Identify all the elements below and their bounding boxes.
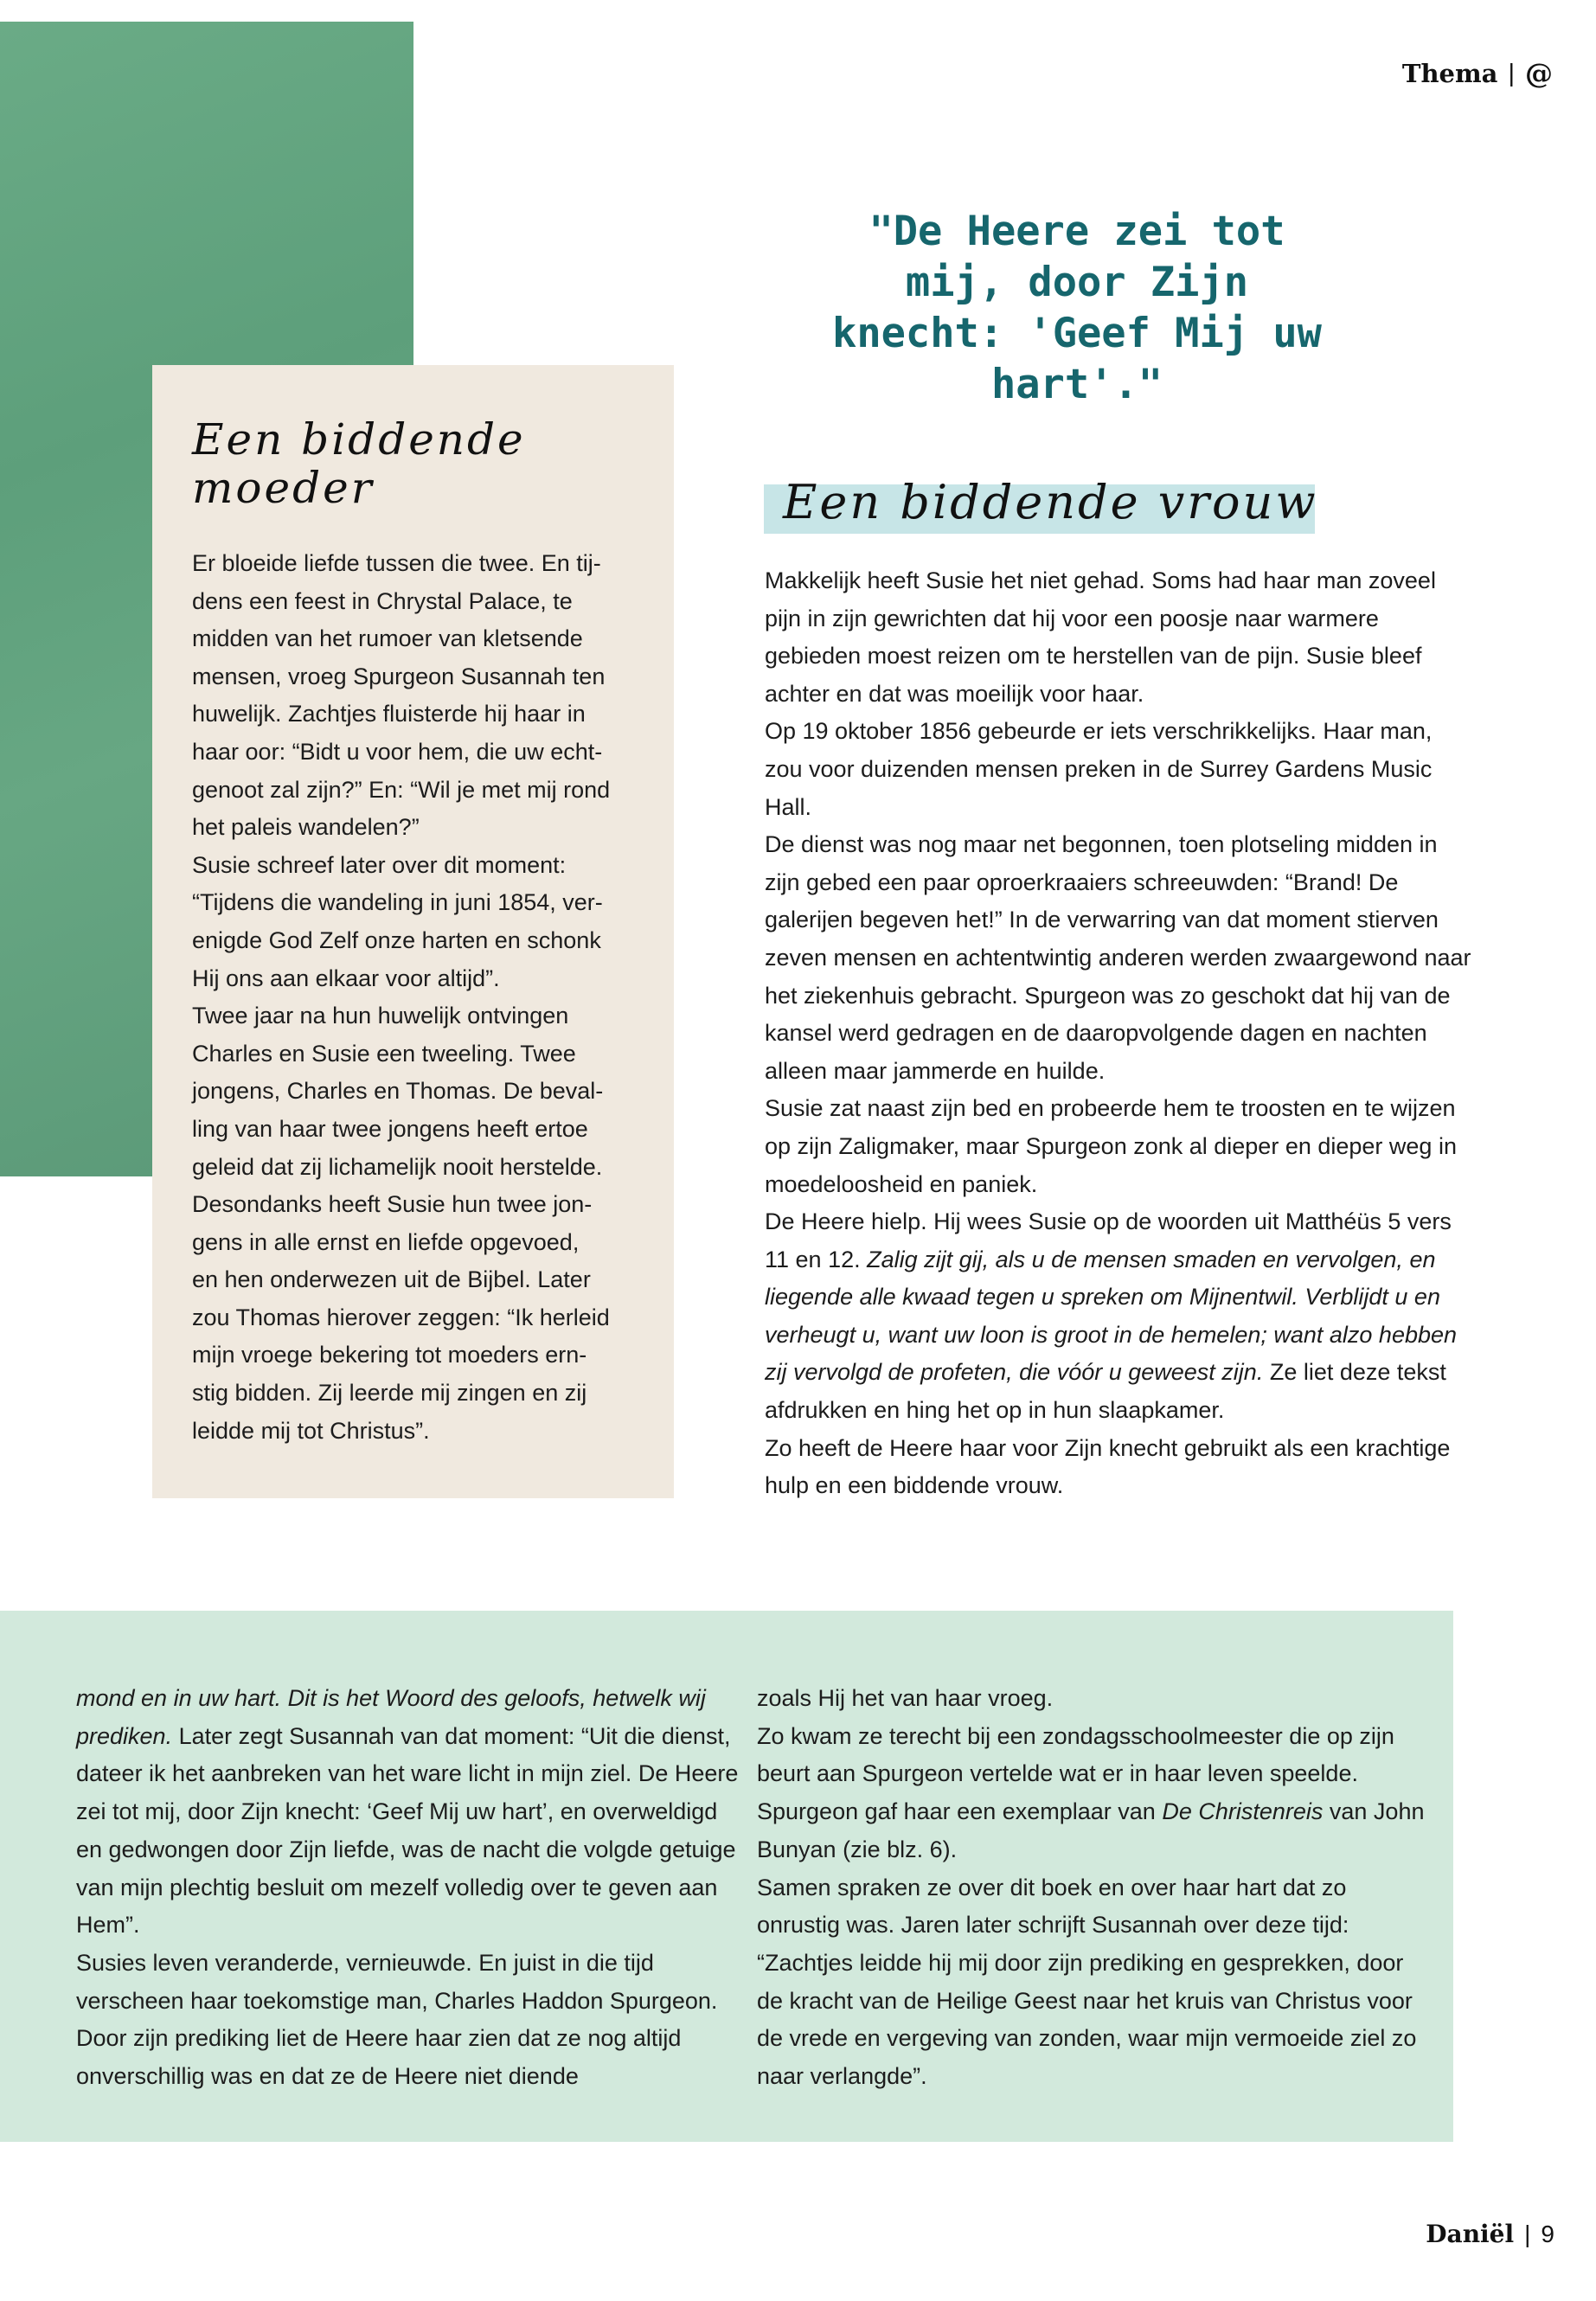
bible-quote: Zalig zijt gij, als u de mensen smaden en vervolgen, en liegende alle kwaad tegen u spreken om Mijnentwil. Verblijdt u en verheugt u, want uw loon is groot in de hemelen; want alzo hebben zij vervolgd de profeten, die vóór u geweest zijn. bbox=[765, 1246, 1458, 1386]
article-body bbox=[765, 562, 1474, 1505]
sidebar-text: Er bloeide liefde tussen die twee. En tij- dens een feest in Chrystal Palace, te midden van het rumoer van kletsende mensen, vroeg Spurgeon Susannah ten huwelijk. Zachtjes fluisterde hij haar in haar oor: “Bidt u voor hem, die uw echt- genoot zal zijn?” En: “Wil je met mij rond het paleis wandelen?” Susie schreef later over dit moment: “Tijdens die wandeling in juni 1854, ver- enigde God Zelf onze harten en schonk Hij ons aan elkaar voor altijd”. Twee jaar na hun huwelijk ontvingen Charles en Susie een tweeling. Twee jongens, Charles en Thomas. De beval- ling van haar twee jongens heeft ertoe geleid dat zij lichamelijk nooit herstelde. Desondanks heeft Susie hun twee jon- gens in alle ernst en liefde opgevoed, en hen onderwezen uit de Bijbel. Later zou Thomas hierover zeggen: “Ik herleid mijn vroege bekering tot moeders ern- stig bidden. Zij leerde mij zingen en zij leidde mij tot Christus”. bbox=[192, 550, 611, 1444]
paragraph-text: Later zegt Susannah van dat moment: “Uit die dienst, dateer ik het aanbreken van het ware licht in mijn ziel. De Heere zei tot mij, door Zijn knecht: ‘Geef Mij uw hart’, en overweldigd en gedwongen door Zijn liefde, was de nacht die volgde getuige van mijn plechtig besluit om mezelf volledig over te geven aan Hem”. bbox=[76, 1722, 739, 1939]
paragraph-text: Zo kwam ze terecht bij een zondagsschoolmeester die op zijn beurt aan Spurgeon vertelde wat er in haar leven speelde. Spurgeon gaf haar een exemplaar van bbox=[757, 1722, 1394, 1825]
paragraph-text: Ze liet deze tekst afdrukken en hing het op in hun slaapkamer. bbox=[765, 1359, 1446, 1424]
paragraph: Makkelijk heeft Susie het niet gehad. Soms had haar man zoveel pijn in zijn gewrichten dat hij voor een poosje naar warmere gebieden moest reizen om te herstellen van de pijn. Susie bleef achter en dat was moeilijk voor haar. bbox=[765, 567, 1436, 707]
paragraph: De dienst was nog maar net begonnen, toen plotseling midden in zijn gebed een paar oproerkraaiers schreeuwden: “Brand! De galerijen begeven het!” In de verwarring van dat moment stierven zeven mensen en achtentwintig anderen werden zwaargewond naar het ziekenhuis gebracht. Spurgeon was zo geschokt dat hij van de kansel werd gedragen en de daaropvolgende dagen en nachten alleen maar jammerde en huilde. bbox=[765, 831, 1471, 1084]
paragraph-text: De Heere hielp. Hij wees Susie op de woorden uit Matthéüs 5 vers 11 en 12. bbox=[765, 1208, 1452, 1272]
sidebar-heading: Een biddende moeder bbox=[192, 414, 526, 513]
section-header bbox=[1402, 57, 1553, 90]
page-number: 9 bbox=[1541, 2220, 1554, 2247]
bible-quote: mond en in uw hart. Dit is het Woord des geloofs, hetwelk wij prediken. bbox=[76, 1685, 706, 1749]
continuation-left-column bbox=[76, 1680, 742, 2096]
section-label: Thema bbox=[1401, 59, 1498, 88]
footer-separator: | bbox=[1524, 2220, 1531, 2247]
article-heading: Een biddende vrouw bbox=[783, 475, 1318, 529]
magazine-name: Daniël bbox=[1426, 2220, 1515, 2248]
paragraph: Susies leven veranderde, vernieuwde. En juist in die tijd verscheen haar toekomstige man, Charles Haddon Spurgeon. Door zijn prediking liet de Heere haar zien dat ze nog altijd onverschillig was en dat ze de Heere niet diende bbox=[76, 1949, 718, 2090]
paragraph: Susie zat naast zijn bed en probeerde hem te troosten en te wijzen op zijn Zaligmaker, maar Spurgeon zonk al dieper en dieper weg in moedeloosheid en paniek. bbox=[765, 1095, 1457, 1197]
paragraph-text: van John Bunyan (zie blz. 6). bbox=[757, 1798, 1425, 1862]
paragraph bbox=[765, 1203, 1474, 1430]
header-separator: | bbox=[1508, 59, 1515, 87]
pull-quote: "De Heere zei tot mij, door Zijn knecht: 'Geef Mij uw hart'." bbox=[832, 208, 1322, 408]
book-title: De Christenreis bbox=[1162, 1798, 1324, 1825]
continuation-right-column bbox=[757, 1680, 1432, 2096]
paperclip-icon: @ bbox=[1525, 57, 1553, 90]
paragraph: Op 19 oktober 1856 gebeurde er iets verschrikkelijks. Haar man, zou voor duizenden mensen preken in de Surrey Gardens Music Hall. bbox=[765, 718, 1433, 820]
paragraph: Samen spraken ze over dit boek en over haar hart dat zo onrustig was. Jaren later schrijft Susannah over deze tijd: “Zachtjes leidde hij mij door zijn prediking en gesprekken, door de kracht van de Heilige Geest naar het kruis van Christus voor de vrede en vergeving van zonden, waar mijn vermoeide ziel zo naar verlangde”. bbox=[757, 1874, 1417, 2090]
paragraph bbox=[76, 1680, 742, 1945]
paragraph: Zo heeft de Heere haar voor Zijn knecht gebruikt als een krachtige hulp en een biddende vrouw. bbox=[765, 1434, 1451, 1499]
paragraph bbox=[757, 1718, 1432, 1869]
paragraph: zoals Hij het van haar vroeg. bbox=[757, 1685, 1054, 1711]
page-footer bbox=[1426, 2220, 1554, 2248]
